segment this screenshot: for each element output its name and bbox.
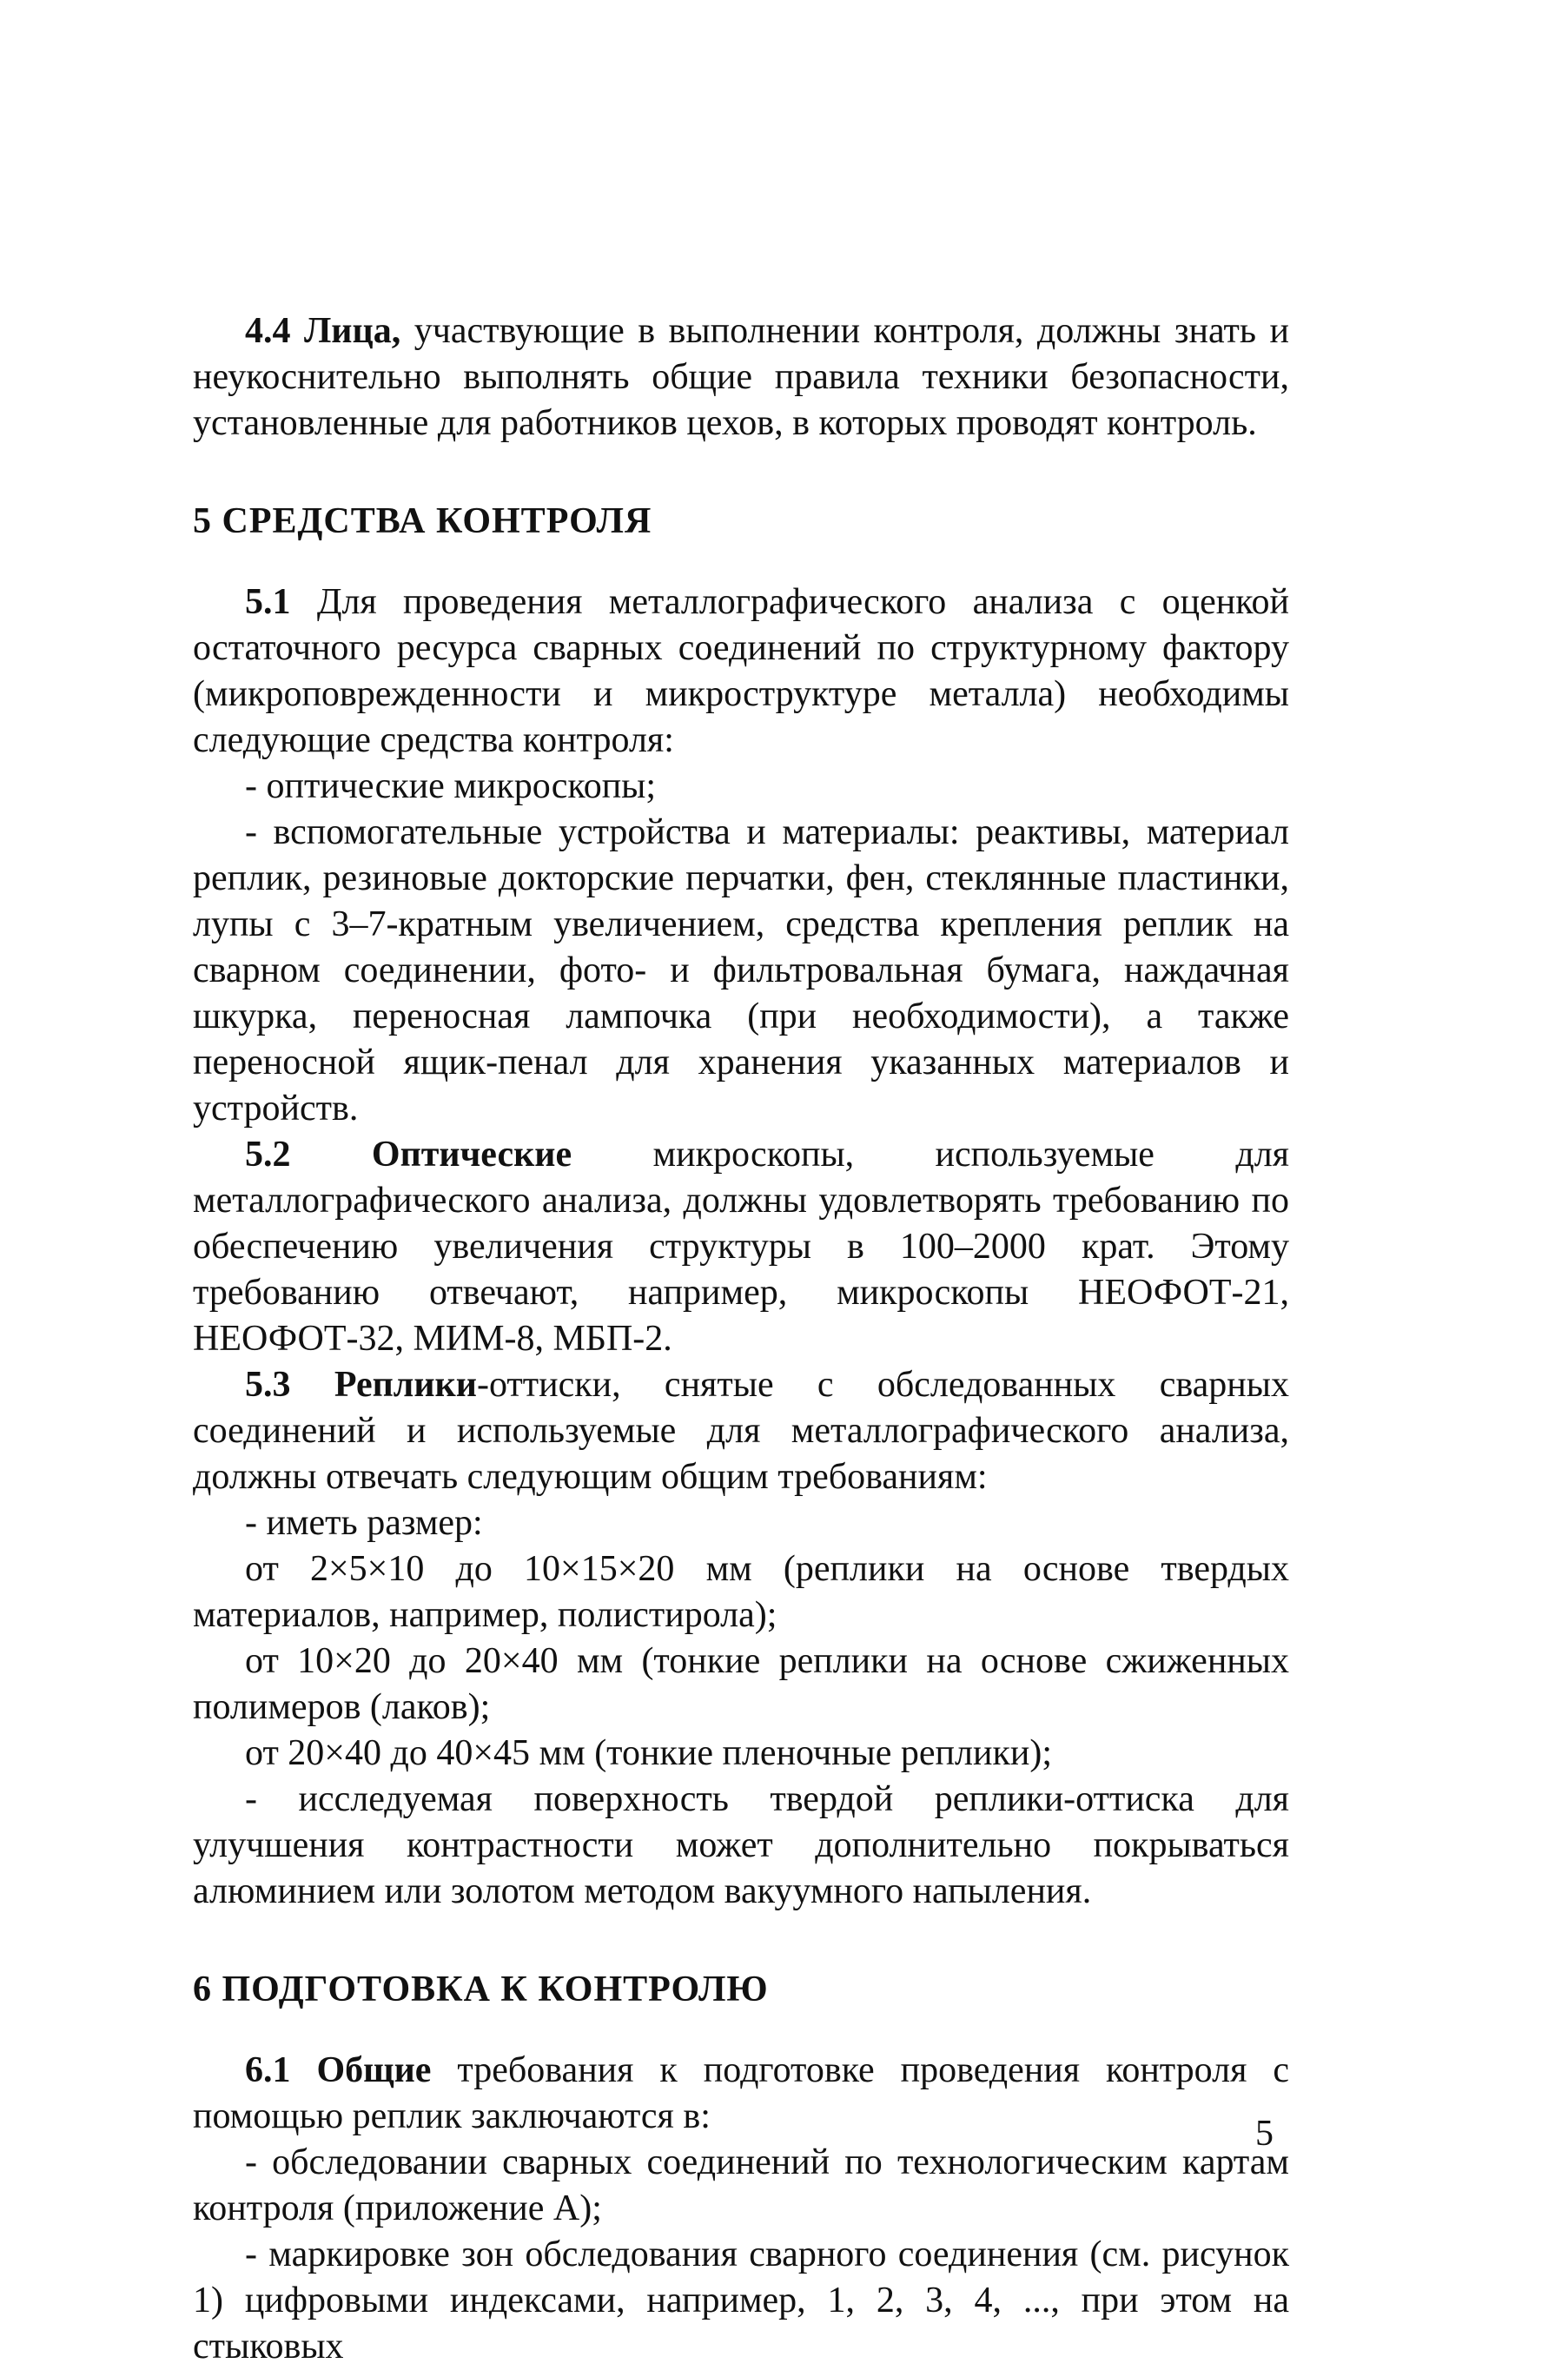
list-item: - маркировке зон обследования сварного соединения (см. рисунок 1) цифровыми индексами, например, 1, 2, 3, 4, ..., при этом на стыковых [193,2234,1289,2367]
paragraph-number: 5.3 [245,1365,291,1405]
list-item: от 2×5×10 до 10×15×20 мм (реплики на основе твердых материалов, например, полистирола); [193,1549,1289,1635]
paragraph-5-1 [193,579,1289,764]
paragraph-number: 4.4 [245,311,291,351]
list-item: от 20×40 до 40×45 мм (тонкие пленочные реплики); [245,1733,1053,1773]
paragraph-4-4 [193,308,1289,447]
paragraph-text: микроскопы, используемые для металлографического анализа, должны удовлетворять требованию по обеспечению увеличения структуры в 100–2000 крат. Этому требованию отвечают, например, микроскопы НЕОФОТ-21, НЕОФОТ-32, МИМ-8, МБП-2. [193,1135,1289,1359]
list-item: - оптические микроскопы; [245,766,657,806]
list-item: - иметь размер: [245,1503,483,1543]
section-title-5: 5 СРЕДСТВА КОНТРОЛЯ [193,501,652,541]
list-item: - обследовании сварных соединений по технологическим картам контроля (приложение А); [193,2142,1289,2228]
list-item: - исследуемая поверхность твердой реплики-оттиска для улучшения контрастности может дополнительно покрываться алюминием или золотом методом вакуумного напыления. [193,1779,1289,1911]
paragraph-lead: Общие [316,2050,432,2090]
section-title-6: 6 ПОДГОТОВКА К КОНТРОЛЮ [193,1969,769,2009]
paragraph-6-1 [193,2048,1289,2140]
paragraph-5-2 [193,1132,1289,1362]
paragraph-number: 5.2 [245,1135,291,1175]
paragraph-lead: Лица, [304,311,401,351]
paragraph-number: 6.1 [245,2050,291,2090]
page-content [193,308,1289,2370]
paragraph-number: 5.1 [245,582,291,622]
paragraph-5-3 [193,1362,1289,1500]
paragraph-text: требования к подготовке проведения контроля с помощью реплик заключаются в: [193,2050,1289,2136]
list-item: от 10×20 до 20×40 мм (тонкие реплики на основе сжиженных полимеров (лаков); [193,1641,1289,1727]
paragraph-text: участвующие в выполнении контроля, должны знать и неукоснительно выполнять общие правила техники безопасности, установленные для работников цехов, в которых проводят контроль. [193,311,1289,443]
list-item: - вспомогательные устройства и материалы: реактивы, материал реплик, резиновые докторские перчатки, фен, стеклянные пластинки, лупы с 3–7-кратным увеличением, средства крепления реплик на сварном соединении, фото- и фильтровальная бумага, наждачная шкурка, переносная лампочка (при необходимости), а также переносной ящик-пенал для хранения указанных материалов и устройств. [193,812,1289,1129]
paragraph-text: -оттиски, снятые с обследованных сварных соединений и используемые для металлографического анализа, должны отвечать следующим общим требованиям: [193,1365,1289,1497]
paragraph-lead: Реплики [334,1365,477,1405]
paragraph-text: Для проведения металлографического анализа с оценкой остаточного ресурса сварных соединений по структурному фактору (микроповрежденности и микроструктуре металла) необходимы следующие средства контроля: [193,582,1289,760]
paragraph-lead: Оптические [371,1135,572,1175]
page-number: 5 [1255,2114,1274,2154]
